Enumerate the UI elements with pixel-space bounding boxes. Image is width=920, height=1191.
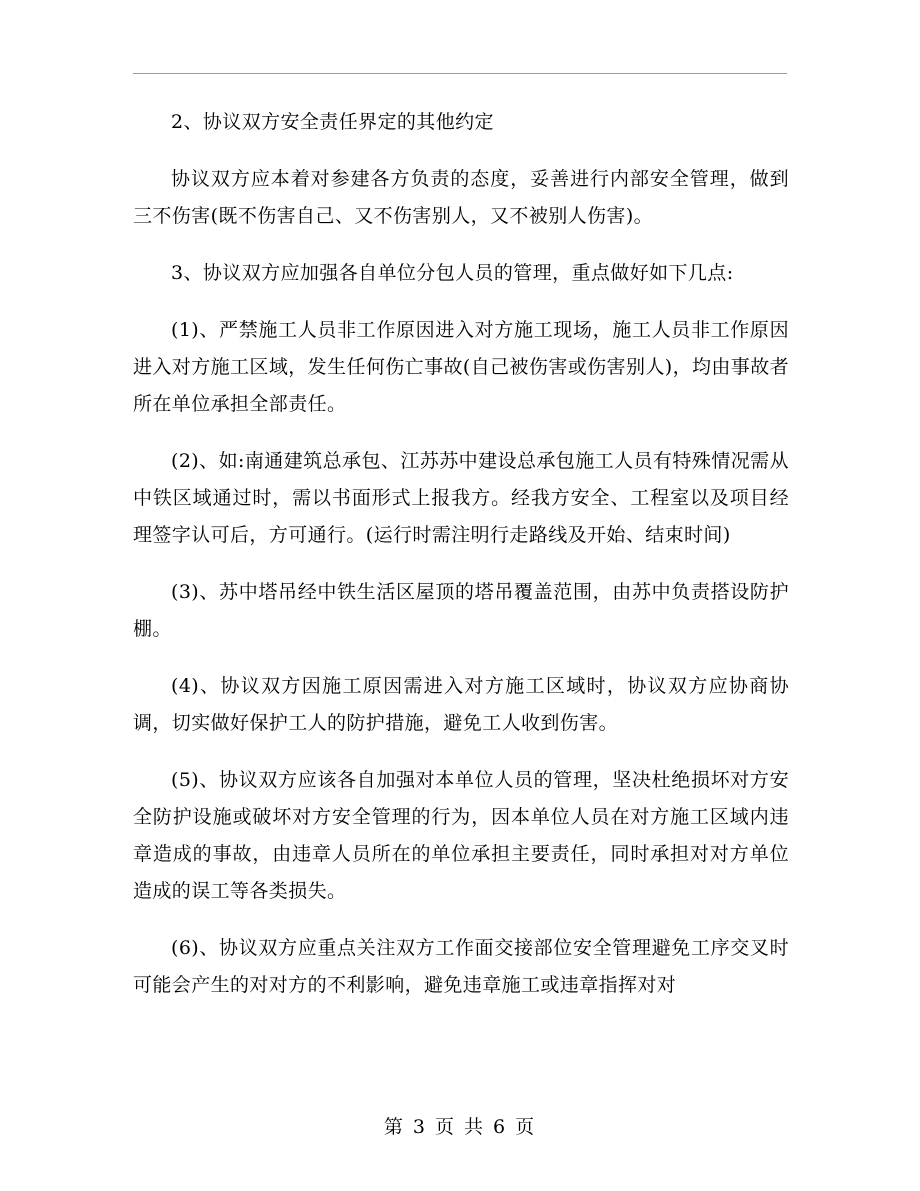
clause-5: (5)、协议双方应该各自加强对本单位人员的管理，坚决杜绝损坏对方安全防护设施或破坏对方安全管理的行为，因本单位人员在对方施工区域内违章造成的事故，由违章人员所在的单位承担主要责任，同时承担对对方单位造成的误工等各类损失。 (133, 769, 789, 902)
section-heading-2: 2、协议双方安全责任界定的其他约定 (171, 111, 494, 133)
document-body (133, 104, 789, 1024)
header-divider (133, 73, 787, 74)
page-number: 第 3 页 共 6 页 (383, 1116, 537, 1138)
clause-6: (6)、协议双方应重点关注双方工作面交接部位安全管理避免工序交叉时可能会产生的对对方的不利影响，避免违章施工或违章指挥对对 (133, 937, 789, 996)
clause-3: (3)、苏中塔吊经中铁生活区屋顶的塔吊覆盖范围，由苏中负责搭设防护棚。 (133, 581, 789, 640)
clause-4: (4)、协议双方因施工原因需进入对方施工区域时，协议双方应协商协调，切实做好保护工人的防护措施，避免工人收到伤害。 (133, 675, 789, 734)
clause-2: (2)、如:南通建筑总承包、江苏苏中建设总承包施工人员有特殊情况需从中铁区域通过时，需以书面形式上报我方。经我方安全、工程室以及项目经理签字认可后，方可通行。(运行时需注明行走路线及开始、结束时间) (133, 450, 789, 546)
clause-1: (1)、严禁施工人员非工作原因进入对方施工现场，施工人员非工作原因进入对方施工区域，发生任何伤亡事故(自己被伤害或伤害别人)，均由事故者所在单位承担全部责任。 (133, 319, 789, 415)
section-heading-3: 3、协议双方应加强各自单位分包人员的管理，重点做好如下几点: (171, 262, 734, 284)
paragraph-safety-attitude: 协议双方应本着对参建各方负责的态度，妥善进行内部安全管理，做到三不伤害(既不伤害自己、又不伤害别人，又不被别人伤害)。 (133, 168, 789, 227)
